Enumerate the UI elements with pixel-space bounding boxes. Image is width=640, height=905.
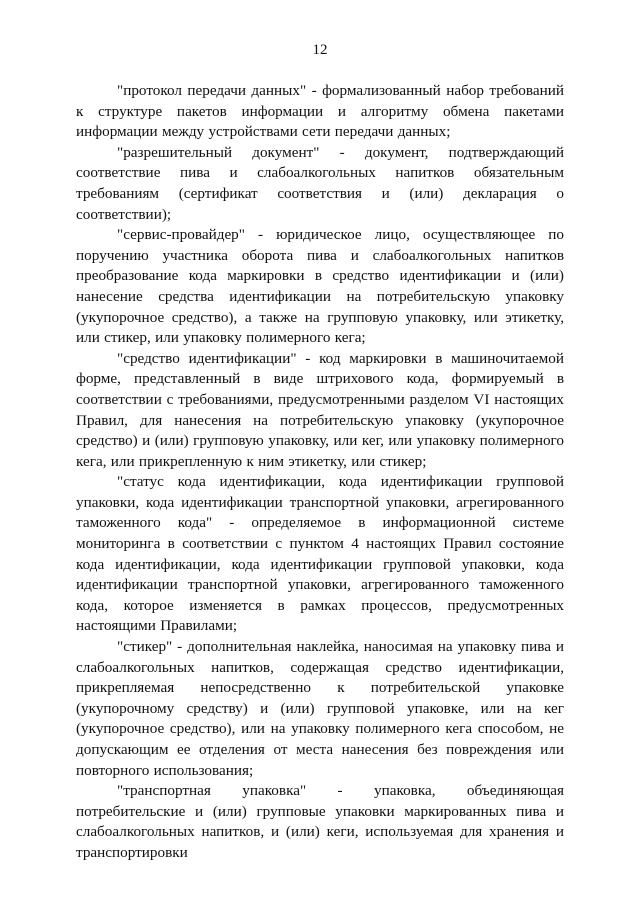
definition-paragraph: "протокол передачи данных" - формализованный набор требований к структуре пакетов информации и алгоритму обмена пакетами информации между устройствами сети передачи данных;	[76, 82, 564, 141]
definition-paragraph: "разрешительный документ" - документ, подтверждающий соответствие пива и слабоалкогольных напитков обязательным требованиям (сертификат соответствия и (или) декларация о соответствии);	[76, 143, 564, 223]
definition-paragraph: "сервис-провайдер" - юридическое лицо, осуществляющее по поручению участника оборота пива и слабоалкогольных напитков преобразование кода маркировки в средство идентификации и (или) нанесение средства идентификации на потребительскую упаковку (укупорочное средство), а также на групповую упаковку, или этикетку, или стикер, или упаковку полимерного кега;	[76, 226, 564, 347]
definition-paragraph: "статус кода идентификации, кода идентификации групповой упаковки, кода идентификации транспортной упаковки, агрегированного таможенного кода" - определяемое в информационной системе мониторинга в соответствии с пунктом 4 настоящих Правил состояние кода идентификации, кода идентификации групповой упаковки, кода идентификации транспортной упаковки, агрегированного таможенного кода, которое изменяется в рамках процессов, предусмотренных настоящими Правилами;	[76, 473, 564, 635]
definition-paragraph: "транспортная упаковка" - упаковка, объединяющая потребительские и (или) групповые упаковки маркированных пива и слабоалкогольных напитков, и (или) кеги, используемая для хранения и транспортировки	[76, 782, 564, 861]
definition-paragraph: "стикер" - дополнительная наклейка, наносимая на упаковку пива и слабоалкогольных напитков, содержащая средство идентификации, прикрепляемая непосредственно к потребительской упаковке (укупорочному средству) и (или) групповой упаковке, или на кег (укупорочное средство), или на упаковку полимерного кега способом, не допускающим ее отделения от места нанесения без повреждения или повторного использования;	[76, 638, 564, 779]
page-number: 12	[312, 42, 328, 58]
definition-paragraph: "средство идентификации" - код маркировки в машиночитаемой форме, представленный в виде штрихового кода, формируемый в соответствии с требованиями, предусмотренными разделом VI настоящих Правил, для нанесения на потребительскую упаковку (укупорочное средство) и (или) групповую упаковку, или кег, или упаковку полимерного кега, или прикрепленную к ним этикетку, или стикер;	[76, 349, 564, 470]
document-body	[76, 81, 564, 864]
